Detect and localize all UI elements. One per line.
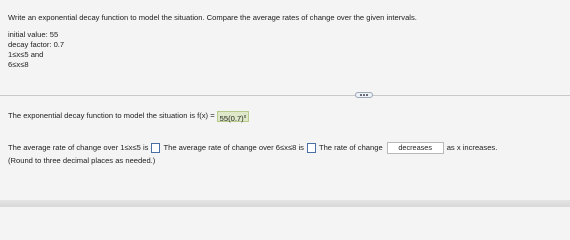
function-answer-field[interactable] (217, 111, 250, 122)
function-label: The exponential decay function to model the situation is f(x) = (8, 111, 215, 121)
rates-row (8, 141, 564, 154)
interval-two: 6≤x≤8 (8, 59, 29, 69)
problem-statement (8, 13, 564, 70)
function-answer-exponent: x (243, 113, 247, 120)
dot-icon (366, 94, 368, 96)
decay-factor: decay factor: 0.7 (8, 40, 65, 50)
footer-strip (0, 200, 570, 207)
rate-two-input[interactable] (307, 143, 316, 153)
rate-change-dropdown[interactable]: decreases (387, 142, 444, 154)
more-options-button[interactable] (355, 92, 373, 98)
interval-one: 1≤x≤5 and (8, 49, 44, 59)
rate-label-two: The average rate of change over 6≤x≤8 is (163, 142, 304, 152)
problem-prompt: Write an exponential decay function to model the situation. Compare the average rates of change over the given intervals. (8, 13, 417, 22)
round-note: (Round to three decimal places as needed.) (8, 156, 156, 165)
dot-icon (363, 94, 365, 96)
rate-one-input[interactable] (151, 143, 160, 153)
answer-area (8, 110, 564, 165)
rate-trailing-label: as x increases. (446, 142, 498, 152)
rate-change-label: The rate of change (318, 142, 383, 152)
dot-icon (360, 94, 362, 96)
section-divider (0, 95, 570, 96)
function-row (8, 110, 564, 122)
initial-value: initial value: 55 (8, 30, 59, 40)
rate-label-one: The average rate of change over 1≤x≤5 is (8, 142, 149, 152)
given-values (8, 30, 564, 69)
function-answer-base: 55(0.7) (219, 113, 244, 123)
